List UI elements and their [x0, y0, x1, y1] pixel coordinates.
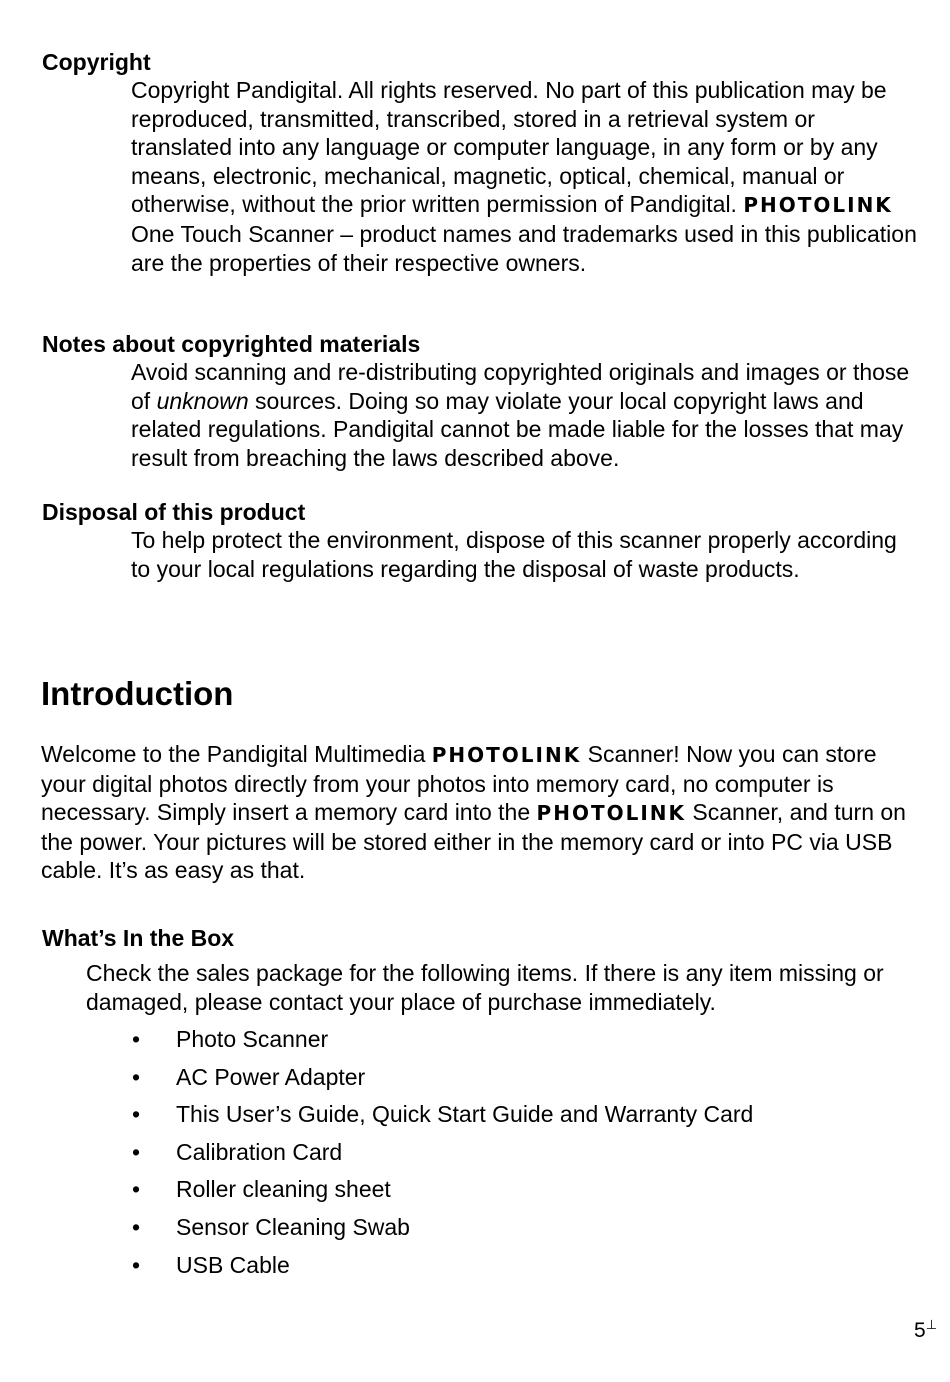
list-item-label: Calibration Card: [176, 1138, 343, 1165]
list-item-label: Sensor Cleaning Swab: [176, 1213, 410, 1240]
introduction-title: Introduction: [41, 675, 234, 712]
intro-part2: Scanner! Now you can store your digital photos directly from your photos into memory card, no computer is necessary. Simply insert a memory card into the: [41, 741, 877, 826]
copyright-text-part2: One Touch Scanner – product names and trademarks used in this publication are the properties of their respective owners.: [131, 220, 917, 276]
list-item-label: This User’s Guide, Quick Start Guide and Warranty Card: [176, 1101, 754, 1128]
photolink-logo: PHOTOLINK: [536, 801, 687, 826]
page-number: [914, 1312, 937, 1344]
bullet: •: [132, 1026, 141, 1052]
list-item-label: AC Power Adapter: [176, 1063, 366, 1090]
introduction-text: [41, 740, 921, 885]
list-item-label: Photo Scanner: [176, 1026, 329, 1052]
box-text: Check the sales package for the following items. If there is any item missing or damaged, please contact your place of purchase immediately.: [86, 960, 884, 1015]
photolink-logo: PHOTOLINK: [431, 743, 582, 767]
bullet: •: [132, 1251, 141, 1278]
bullet: •: [132, 1176, 141, 1203]
list-item-label: Roller cleaning sheet: [176, 1176, 391, 1203]
notes-text: [131, 358, 921, 472]
intro-part3: Scanner, and turn on the power. Your pictures will be stored either in the memory card or into PC via USB cable. It’s as easy as that.: [41, 799, 906, 884]
notes-text-part2: sources. Doing so may violate your local copyright laws and related regulations. Pandigital cannot be made liable for the losses that may result from breaching the laws described above.: [131, 387, 904, 471]
bullet: •: [132, 1138, 141, 1165]
copyright-text-part1: Copyright Pandigital. All rights reserved. No part of this publication may be reproduced, transmitted, transcribed, stored in a retrieval system or translated into any language or computer language, in any form or by any means, electronic, mechanical, magnetic, optical, chemical, manual or otherwise, without the prior written permission of Pandigital.: [131, 77, 887, 218]
notes-heading: Notes about copyrighted materials: [42, 331, 421, 357]
bullet: •: [132, 1101, 141, 1128]
page-number-value: 5: [914, 1319, 926, 1342]
box-heading: What’s In the Box: [42, 925, 235, 951]
copyright-heading: Copyright: [42, 49, 151, 75]
photolink-logo: PHOTOLINK: [743, 193, 893, 218]
notes-text-part1: Avoid scanning and re-distributing copyrighted originals and images or those of: [131, 359, 910, 414]
notes-italic-word: unknown: [156, 387, 249, 414]
bullet: •: [132, 1063, 141, 1090]
page-mark: ⊥: [925, 1317, 938, 1332]
bullet: •: [132, 1213, 141, 1240]
list-item-label: USB Cable: [176, 1251, 290, 1278]
disposal-heading: Disposal of this product: [42, 499, 306, 525]
intro-part1: Welcome to the Pandigital Multimedia: [41, 741, 432, 767]
copyright-text: [131, 76, 921, 277]
disposal-text: To help protect the environment, dispose of this scanner properly according to your local regulations regarding the disposal of waste products.: [131, 527, 897, 582]
